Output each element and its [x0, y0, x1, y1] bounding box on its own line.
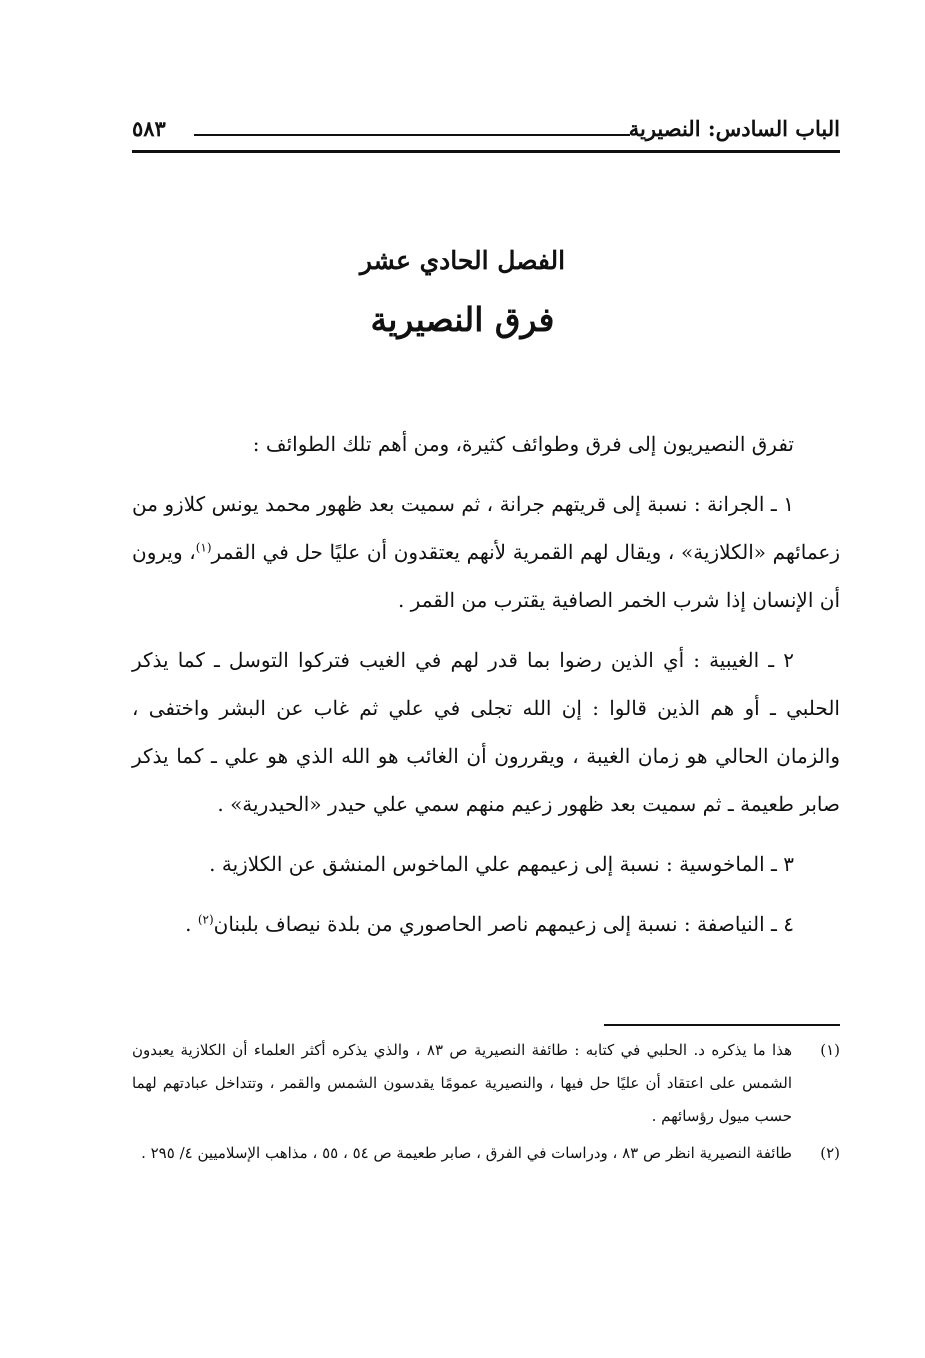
header-dash-line — [194, 134, 630, 136]
paragraph-item-3: ٣ ـ الماخوسية : نسبة إلى زعيمهم علي الماخوس المنشق عن الكلازية . — [209, 852, 794, 876]
paragraph-item-4 — [132, 900, 840, 948]
footnote-1 — [132, 1034, 840, 1133]
footnote-ref-1[interactable]: (١) — [195, 540, 212, 555]
footnote-2 — [132, 1137, 840, 1170]
header-rule — [132, 150, 840, 153]
header-title: الباب السادس: النصيرية — [628, 116, 840, 141]
footnote-text: هذا ما يذكره د. الحلبي في كتابه : طائفة النصيرية ص ٨٣ ، والذي يذكره أكثر العلماء أن الكلازية يعبدون الشمس على اعتقاد أن عليًا حل فيها ، والنصيرية عمومًا يقدسون الشمس والقمر ، وتتداخل عبادتهم لهما حسب ميول رؤسائهم . — [132, 1041, 792, 1125]
footnotes — [132, 1034, 840, 1174]
page-number: ٥٨٣ — [132, 116, 166, 141]
item1-text-a: ١ ـ الجرانة : نسبة إلى قريتهم جرانة ، ثم سميت بعد ظهور محمد يونس كلازو من زعمائهم «الكلازية» ، ويقال لهم القمرية لأنهم يعتقدون أن عليًا حل في القمر — [132, 492, 840, 564]
body-text — [132, 420, 840, 960]
intro-paragraph: تفرق النصيريون إلى فرق وطوائف كثيرة، ومن أهم تلك الطوائف : — [252, 432, 794, 456]
item1-text-b: ، ويرون أن الإنسان إذا شرب الخمر الصافية يقترب من القمر . — [132, 540, 840, 612]
footnote-number: (٢) — [820, 1144, 840, 1162]
running-header — [132, 108, 840, 148]
footnote-text: طائفة النصيرية انظر ص ٨٣ ، ودراسات في الفرق ، صابر طعيمة ص ٥٤ ، ٥٥ ، مذاهب الإسلاميين ٤/ ٢٩٥ . — [141, 1144, 792, 1162]
chapter-label: الفصل الحادي عشر — [359, 246, 566, 275]
paragraph-item-2: ٢ ـ الغيبية : أي الذين رضوا بما قدر لهم في الغيب فتركوا التوسل ـ كما يذكر الحلبي ـ أو هم الذين قالوا : إن الله تجلى في علي ثم غاب عن البشر واختفى ، والزمان الحالي هو زمان الغيبة ، ويقررون أن الغائب هو الله الذي هو علي ـ كما يذكر صابر طعيمة ـ ثم سميت بعد ظهور زعيم منهم سمي علي حيدر «الحيدرية» . — [132, 648, 840, 816]
footnote-number: (١) — [820, 1041, 840, 1059]
footnote-ref-2[interactable]: (٢) — [197, 912, 214, 927]
paragraph-item-1 — [132, 480, 840, 624]
chapter-title: فرق النصيرية — [370, 300, 555, 339]
footnote-rule — [604, 1024, 840, 1026]
item4-text-b: . — [185, 912, 198, 936]
item4-text-a: ٤ ـ النياصفة : نسبة إلى زعيمهم ناصر الحاصوري من بلدة نيصاف بلبنان — [213, 912, 794, 936]
